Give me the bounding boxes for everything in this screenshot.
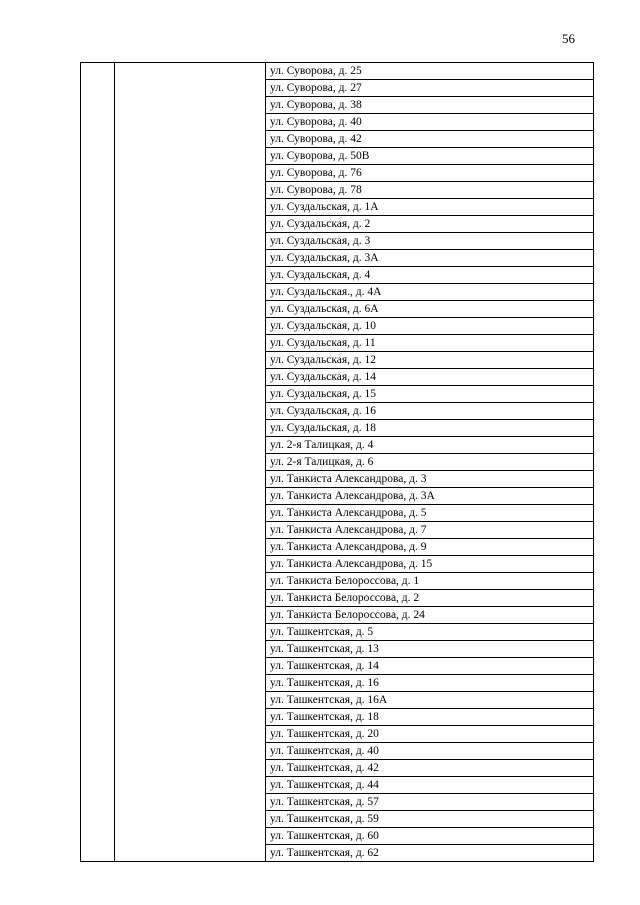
address-table-body xyxy=(81,63,594,862)
address-cell: ул. Ташкентская, д. 18 xyxy=(266,709,594,726)
address-cell: ул. Ташкентская, д. 40 xyxy=(266,743,594,760)
address-cell: ул. Суздальская, д. 10 xyxy=(266,318,594,335)
address-cell: ул. Суворова, д. 27 xyxy=(266,80,594,97)
address-cell: ул. Ташкентская, д. 60 xyxy=(266,828,594,845)
address-cell: ул. Ташкентская, д. 57 xyxy=(266,794,594,811)
address-cell: ул. Ташкентская, д. 13 xyxy=(266,641,594,658)
page-number: 56 xyxy=(562,31,575,46)
address-cell: ул. Суздальская, д. 11 xyxy=(266,335,594,352)
address-cell: ул. Ташкентская, д. 44 xyxy=(266,777,594,794)
address-cell: ул. Суворова, д. 38 xyxy=(266,97,594,114)
address-cell: ул. Суворова, д. 40 xyxy=(266,114,594,131)
address-cell: ул. Суворова, д. 78 xyxy=(266,182,594,199)
address-cell: ул. Ташкентская, д. 59 xyxy=(266,811,594,828)
address-cell: ул. Танкиста Александрова, д. 9 xyxy=(266,539,594,556)
address-cell: ул. Суворова, д. 42 xyxy=(266,131,594,148)
address-cell: ул. Суздальская, д. 1А xyxy=(266,199,594,216)
address-cell: ул. Танкиста Александрова, д. 5 xyxy=(266,505,594,522)
address-cell: ул. Суздальская, д. 18 xyxy=(266,420,594,437)
address-cell: ул. Танкиста Александрова, д. 15 xyxy=(266,556,594,573)
address-cell: ул. Суздальская, д. 14 xyxy=(266,369,594,386)
address-cell: ул. Суздальская, д. 12 xyxy=(266,352,594,369)
address-cell: ул. Суздальская, д. 16 xyxy=(266,403,594,420)
address-cell: ул. Танкиста Белороссова, д. 2 xyxy=(266,590,594,607)
address-cell: ул. Суздальская, д. 15 xyxy=(266,386,594,403)
address-cell: ул. Ташкентская, д. 20 xyxy=(266,726,594,743)
address-cell: ул. Ташкентская, д. 14 xyxy=(266,658,594,675)
number-cell xyxy=(81,63,115,862)
address-cell: ул. Ташкентская, д. 42 xyxy=(266,760,594,777)
address-cell: ул. Суздальская, д. 2 xyxy=(266,216,594,233)
address-cell: ул. Танкиста Александрова, д. 3 xyxy=(266,471,594,488)
address-cell: ул. Суворова, д. 76 xyxy=(266,165,594,182)
address-cell: ул. Танкиста Александрова, д. 3А xyxy=(266,488,594,505)
address-cell: ул. 2-я Талицкая, д. 6 xyxy=(266,454,594,471)
address-cell: ул. Ташкентская, д. 62 xyxy=(266,845,594,862)
address-cell: ул. Ташкентская, д. 16 xyxy=(266,675,594,692)
address-cell: ул. Суздальская, д. 4 xyxy=(266,267,594,284)
name-cell xyxy=(115,63,266,862)
address-cell: ул. Танкиста Александрова, д. 7 xyxy=(266,522,594,539)
address-table xyxy=(80,62,594,862)
address-cell: ул. Ташкентская, д. 5 xyxy=(266,624,594,641)
address-cell: ул. Суздальская., д. 4А xyxy=(266,284,594,301)
address-cell: ул. Суворова, д. 25 xyxy=(266,63,594,80)
address-cell: ул. Ташкентская, д. 16А xyxy=(266,692,594,709)
address-cell: ул. Суздальская, д. 3А xyxy=(266,250,594,267)
address-cell: ул. Суздальская, д. 3 xyxy=(266,233,594,250)
address-cell: ул. 2-я Талицкая, д. 4 xyxy=(266,437,594,454)
address-cell: ул. Танкиста Белороссова, д. 1 xyxy=(266,573,594,590)
address-cell: ул. Суворова, д. 50В xyxy=(266,148,594,165)
address-cell: ул. Танкиста Белороссова, д. 24 xyxy=(266,607,594,624)
address-cell: ул. Суздальская, д. 6А xyxy=(266,301,594,318)
table-row xyxy=(81,63,594,80)
